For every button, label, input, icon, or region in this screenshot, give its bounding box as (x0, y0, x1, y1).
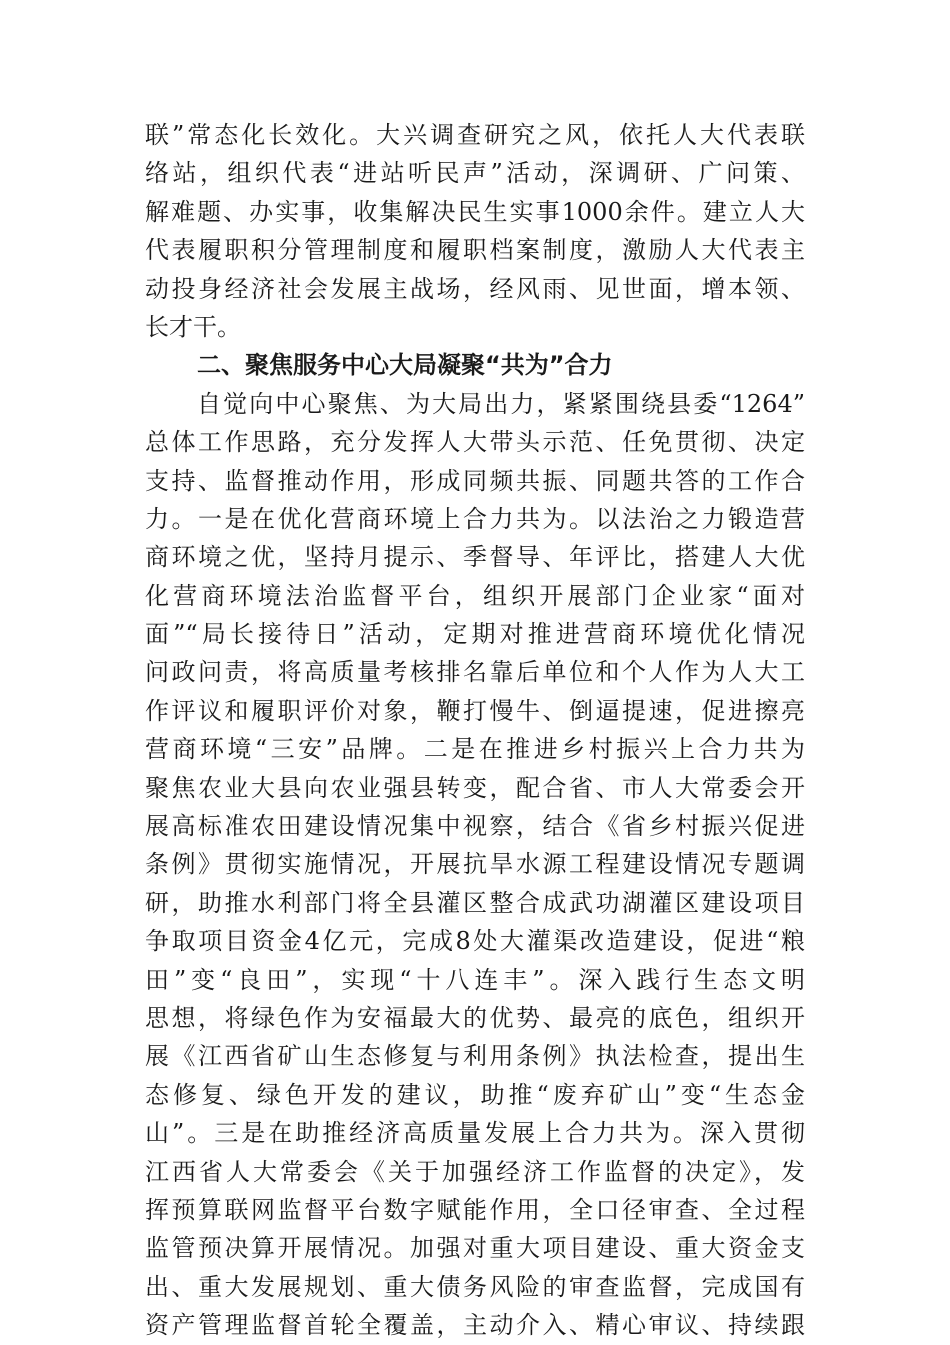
text-line: 挥预算联网监督平台数字赋能作用，全口径审查、全过程 (145, 1195, 805, 1224)
text-line: 资产管理监督首轮全覆盖，主动介入、精心审议、持续跟 (145, 1311, 805, 1340)
text-line: 络站，组织代表“进站听民声”活动，深调研、广问策、 (145, 159, 805, 188)
text-line: 争取项目资金4亿元，完成8处大灌渠改造建设，促进“粮 (145, 927, 805, 956)
section-heading: 二、聚焦服务中心大局凝聚“共为”合力 (197, 351, 613, 380)
text-line: 山”。三是在助推经济高质量发展上合力共为。深入贯彻 (145, 1119, 805, 1148)
text-line: 动投身经济社会发展主战场，经风雨、见世面，增本领、 (145, 274, 805, 303)
text-line: 商环境之优，坚持月提示、季督导、年评比，搭建人大优 (145, 543, 805, 572)
text-line: 化营商环境法治监督平台，组织开展部门企业家“面对 (145, 581, 805, 610)
text-line: 面”“局长接待日”活动，定期对推进营商环境优化情况 (145, 620, 805, 649)
document-page (145, 116, 805, 1345)
text-line: 代表履职积分管理制度和履职档案制度，激励人大代表主 (145, 236, 805, 265)
text-line: 总体工作思路，充分发挥人大带头示范、任免贯彻、决定 (145, 428, 805, 457)
text-line: 田”变“良田”，实现“十八连丰”。深入践行生态文明 (145, 965, 805, 994)
text-line: 展《江西省矿山生态修复与利用条例》执法检查，提出生 (145, 1042, 805, 1071)
text-line: 长才干。 (145, 312, 241, 341)
text-line: 营商环境“三安”品牌。二是在推进乡村振兴上合力共为 (145, 735, 805, 764)
text-line: 聚焦农业大县向农业强县转变，配合省、市人大常委会开 (145, 773, 805, 802)
text-line: 态修复、绿色开发的建议，助推“废弃矿山”变“生态金 (145, 1080, 805, 1109)
text-line: 监管预决算开展情况。加强对重大项目建设、重大资金支 (145, 1234, 805, 1263)
text-line: 联”常态化长效化。大兴调查研究之风，依托人大代表联 (145, 121, 805, 149)
text-line: 解难题、办实事，收集解决民生实事1000余件。建立人大 (145, 197, 805, 226)
text-line: 出、重大发展规划、重大债务风险的审查监督，完成国有 (145, 1272, 805, 1301)
text-line: 条例》贯彻实施情况，开展抗旱水源工程建设情况专题调 (145, 850, 805, 879)
text-line: 展高标准农田建设情况集中视察，结合《省乡村振兴促进 (145, 812, 805, 841)
text-line: 问政问责，将高质量考核排名靠后单位和个人作为人大工 (145, 658, 805, 687)
text-line: 江西省人大常委会《关于加强经济工作监督的决定》，发 (145, 1157, 805, 1186)
text-line: 自觉向中心聚焦、为大局出力，紧紧围绕县委“1264” (197, 389, 805, 418)
text-line: 研，助推水利部门将全县灌区整合成武功湖灌区建设项目 (145, 888, 805, 917)
text-line: 作评议和履职评价对象，鞭打慢牛、倒逼提速，促进擦亮 (145, 696, 805, 725)
text-line: 力。一是在优化营商环境上合力共为。以法治之力锻造营 (145, 504, 805, 533)
text-line: 思想，将绿色作为安福最大的优势、最亮的底色，组织开 (145, 1003, 805, 1032)
text-line: 支持、监督推动作用，形成同频共振、同题共答的工作合 (145, 466, 805, 495)
paragraph-1 (145, 116, 805, 346)
paragraph-2 (145, 385, 805, 1345)
